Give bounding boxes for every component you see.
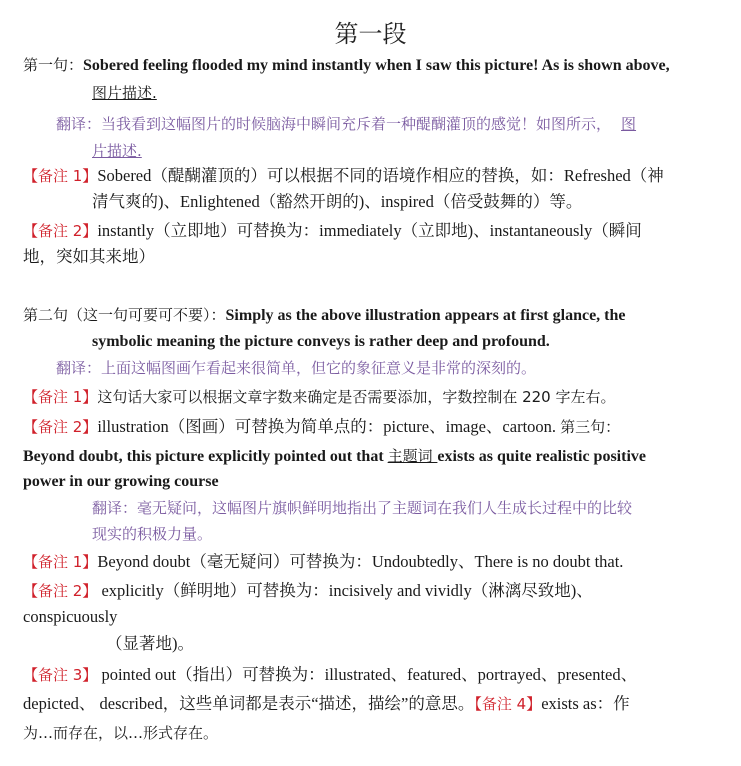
sentence-3-line2: power in our growing course	[23, 473, 219, 490]
translation-text: 上面这幅图画乍看起来很简单，但它的象征意义是非常的深刻的。	[101, 359, 537, 377]
translation-2	[56, 357, 536, 379]
sentence-3	[23, 445, 646, 468]
note-label: 【备注 1】	[23, 167, 98, 185]
note-label: 【备注 1】	[23, 553, 98, 571]
note-text: illustration（图画）可替换为简单点的：picture、image、cartoon.	[97, 417, 561, 436]
translation-text: 当我看到这幅图片的时候脑海中瞬间充斥着一种醍醐灌顶的感觉！如图所示，	[101, 115, 612, 133]
translation-label: 翻译：	[56, 359, 102, 377]
note-text: exists as：作	[541, 694, 630, 713]
note-text: instantly（立即地）可替换为：immediately（立即地)、instantaneously（瞬间	[97, 221, 642, 240]
sentence-label: 第二句（这一句可要可不要）：	[23, 306, 226, 324]
note-3-3-line2	[23, 693, 630, 715]
sentence-text-cont: exists as quite realistic positive	[437, 448, 646, 465]
sentence-text: Beyond doubt, this picture explicitly pointed out that	[23, 448, 388, 465]
note-label: 【备注 4】	[474, 695, 542, 713]
note-3-1	[23, 551, 623, 573]
note-text: Beyond doubt（毫无疑问）可替换为：Undoubtedly、There is no doubt that.	[97, 552, 624, 571]
sentence-1	[23, 54, 670, 77]
sentence-2-line2: symbolic meaning the picture conveys is rather deep and profound.	[92, 333, 550, 350]
note-text: 这句话大家可以根据文章字数来确定是否需要添加，字数控制在 220 字左右。	[97, 388, 616, 406]
sentence-text: Sobered feeling flooded my mind instantly when I saw this picture! As is shown above,	[83, 57, 670, 74]
note-1-2	[23, 220, 642, 242]
note-1-2-line2: 地，突如其来地）	[23, 247, 155, 266]
note-3-2-line2: conspicuously	[23, 607, 118, 626]
note-label: 【备注 2】	[23, 418, 98, 436]
note-text: Sobered（醍醐灌顶的）可以根据不同的语境作相应的替换，如：Refreshed（神	[97, 166, 664, 185]
note-2-1	[23, 386, 615, 408]
note-label: 【备注 1】	[23, 388, 98, 406]
translation-1	[56, 113, 636, 135]
translation-1-line2: 片描述.	[92, 142, 142, 160]
note-3-3	[23, 664, 637, 686]
sentence-1-placeholder: 图片描述.	[92, 84, 157, 102]
section-title: 第一段	[334, 20, 407, 48]
keyword-placeholder: 主题词	[387, 447, 438, 465]
translation-3	[92, 497, 632, 519]
sentence-3-label: 第三句：	[560, 418, 621, 436]
note-1-1-line2: 清气爽的)、Enlightened（豁然开朗的)、inspired（倍受鼓舞的）等。	[92, 192, 583, 211]
note-text: pointed out（指出）可替换为：illustrated、featured、portrayed、presented、	[97, 665, 638, 684]
translation-label: 翻译：	[56, 115, 102, 133]
note-3-2	[23, 580, 593, 602]
note-1-1	[23, 165, 664, 187]
sentence-text: Simply as the above illustration appears at first glance, the	[225, 307, 626, 324]
note-label: 【备注 3】	[23, 666, 98, 684]
translation-label: 翻译：	[92, 499, 138, 517]
translation-3-line2: 现实的积极力量。	[92, 525, 213, 543]
sentence-2	[23, 304, 626, 327]
note-label: 【备注 2】	[23, 222, 98, 240]
translation-underlined: 图	[621, 115, 637, 133]
note-label: 【备注 2】	[23, 582, 98, 600]
sentence-label: 第一句：	[23, 56, 84, 74]
note-3-2-line3: （显著地)。	[106, 634, 194, 653]
note-2-2	[23, 416, 620, 438]
note-text: depicted、 described，这些单词都是表示“描述，描绘”的意思。	[23, 694, 475, 713]
translation-text: 毫无疑问，这幅图片旗帜鲜明地指出了主题词在我们人生成长过程中的比较	[137, 499, 633, 517]
note-3-4-line2: 为…而存在，以…形式存在。	[23, 724, 219, 742]
note-text: explicitly（鲜明地）可替换为：incisively and vividly（淋漓尽致地)、	[97, 581, 593, 600]
